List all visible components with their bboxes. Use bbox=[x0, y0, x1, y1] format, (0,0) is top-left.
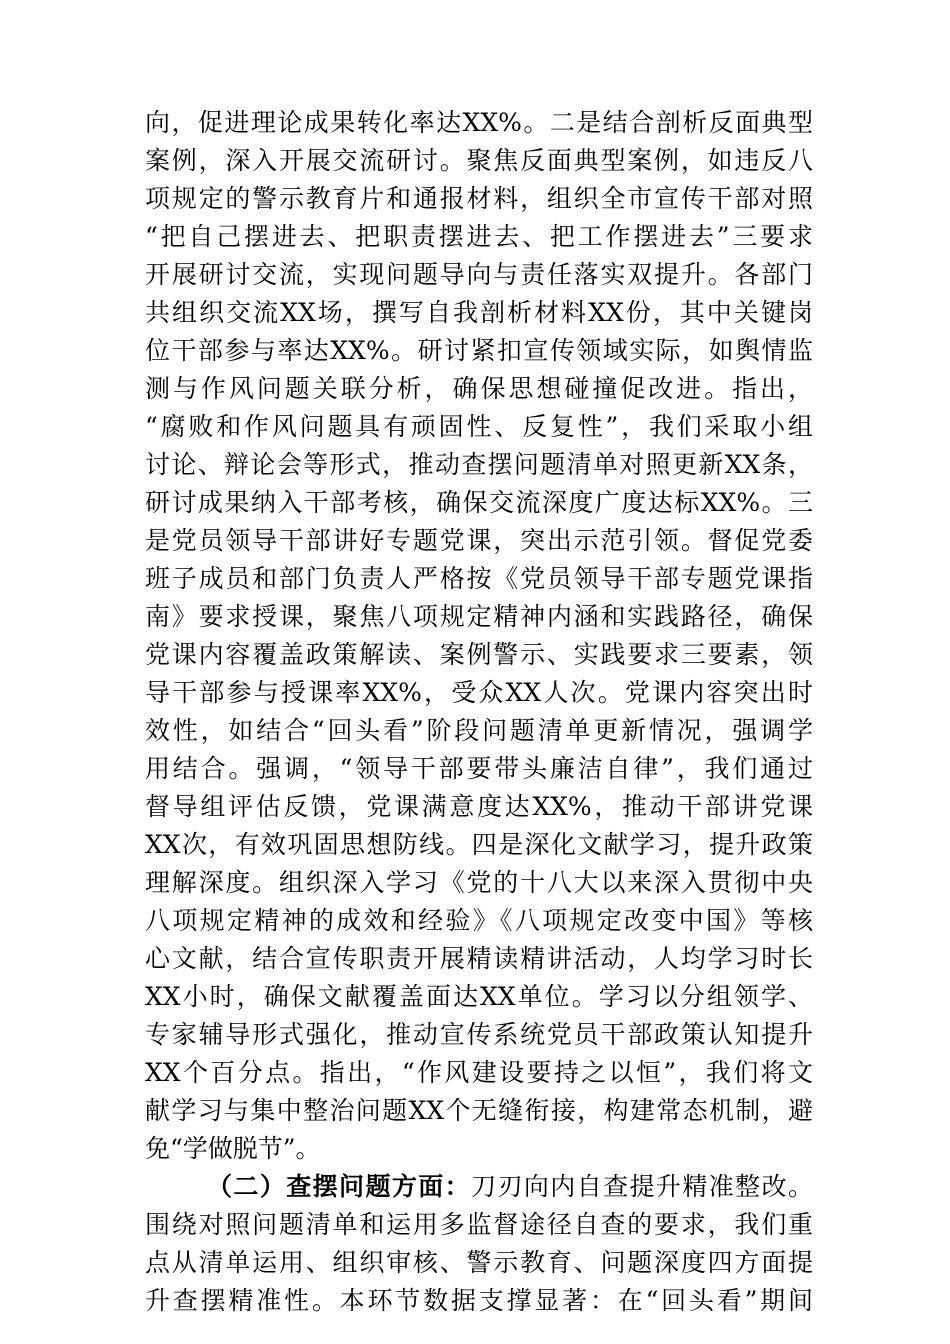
document-body bbox=[145, 104, 813, 1320]
text-line: 党课内容覆盖政策解读、案例警示、实践要求三要素，领 bbox=[145, 640, 813, 669]
text-line: 督导组评估反馈，党课满意度达XX%，推动干部讲党课 bbox=[145, 792, 813, 821]
text-line: 围绕对照问题清单和运用多监督途径自查的要求，我们重 bbox=[145, 1210, 813, 1239]
text-line: 导干部参与授课率XX%，受众XX人次。党课内容突出时 bbox=[145, 678, 813, 707]
text-line: 心文献，结合宣传职责开展精读精讲活动，人均学习时长 bbox=[145, 944, 813, 973]
text-line: 向，促进理论成果转化率达XX%。二是结合剖析反面典型 bbox=[145, 108, 813, 137]
text-line: 是党员领导干部讲好专题党课，突出示范引领。督促党委 bbox=[145, 526, 813, 555]
text-line: 升查摆精准性。本环节数据支撑显著：在“回头看”期间 bbox=[145, 1286, 813, 1315]
section-heading: （二）查摆问题方面： bbox=[207, 1172, 472, 1201]
text-line: 研讨成果纳入干部考核，确保交流深度广度达标XX%。三 bbox=[145, 488, 813, 517]
text-line: “腐败和作风问题具有顽固性、反复性”，我们采取小组 bbox=[145, 412, 813, 441]
text-line: 八项规定精神的成效和经验》《八项规定改变中国》等核 bbox=[145, 906, 813, 935]
text-line: 献学习与集中整治问题XX个无缝衔接，构建常态机制，避 bbox=[145, 1096, 813, 1125]
text-line: 用结合。强调，“领导干部要带头廉洁自律”，我们通过 bbox=[145, 754, 813, 783]
text-line: 理解深度。组织深入学习《党的十八大以来深入贯彻中央 bbox=[145, 868, 813, 897]
text-line: 测与作风问题关联分析，确保思想碰撞促改进。指出， bbox=[145, 374, 813, 403]
text-line: 班子成员和部门负责人严格按《党员领导干部专题党课指 bbox=[145, 564, 813, 593]
text-line: XX次，有效巩固思想防线。四是深化文献学习，提升政策 bbox=[145, 830, 813, 859]
text-line: “把自己摆进去、把职责摆进去、把工作摆进去”三要求 bbox=[145, 222, 813, 251]
text-line: 案例，深入开展交流研讨。聚焦反面典型案例，如违反八 bbox=[145, 146, 813, 175]
text-line: 开展研讨交流，实现问题导向与责任落实双提升。各部门 bbox=[145, 260, 813, 289]
text-line: 专家辅导形式强化，推动宣传系统党员干部政策认知提升 bbox=[145, 1020, 813, 1049]
text-line: XX小时，确保文献覆盖面达XX单位。学习以分组领学、 bbox=[145, 982, 813, 1011]
text-line: 项规定的警示教育片和通报材料，组织全市宣传干部对照 bbox=[145, 184, 813, 213]
section-heading-rest: 刀刃向内自查提升精准整改。 bbox=[471, 1172, 813, 1201]
section-heading-line bbox=[145, 1168, 813, 1206]
text-line: 免“学做脱节”。 bbox=[145, 1134, 321, 1163]
text-line: 南》要求授课，聚焦八项规定精神内涵和实践路径，确保 bbox=[145, 602, 813, 631]
text-line: 讨论、辩论会等形式，推动查摆问题清单对照更新XX条， bbox=[145, 450, 813, 479]
text-line: 点从清单运用、组织审核、警示教育、问题深度四方面提 bbox=[145, 1248, 813, 1277]
text-line: XX个百分点。指出，“作风建设要持之以恒”，我们将文 bbox=[145, 1058, 813, 1087]
text-line: 共组织交流XX场，撰写自我剖析材料XX份，其中关键岗 bbox=[145, 298, 813, 327]
text-line: 位干部参与率达XX%。研讨紧扣宣传领域实际，如舆情监 bbox=[145, 336, 813, 365]
text-line: 效性，如结合“回头看”阶段问题清单更新情况，强调学 bbox=[145, 716, 813, 745]
